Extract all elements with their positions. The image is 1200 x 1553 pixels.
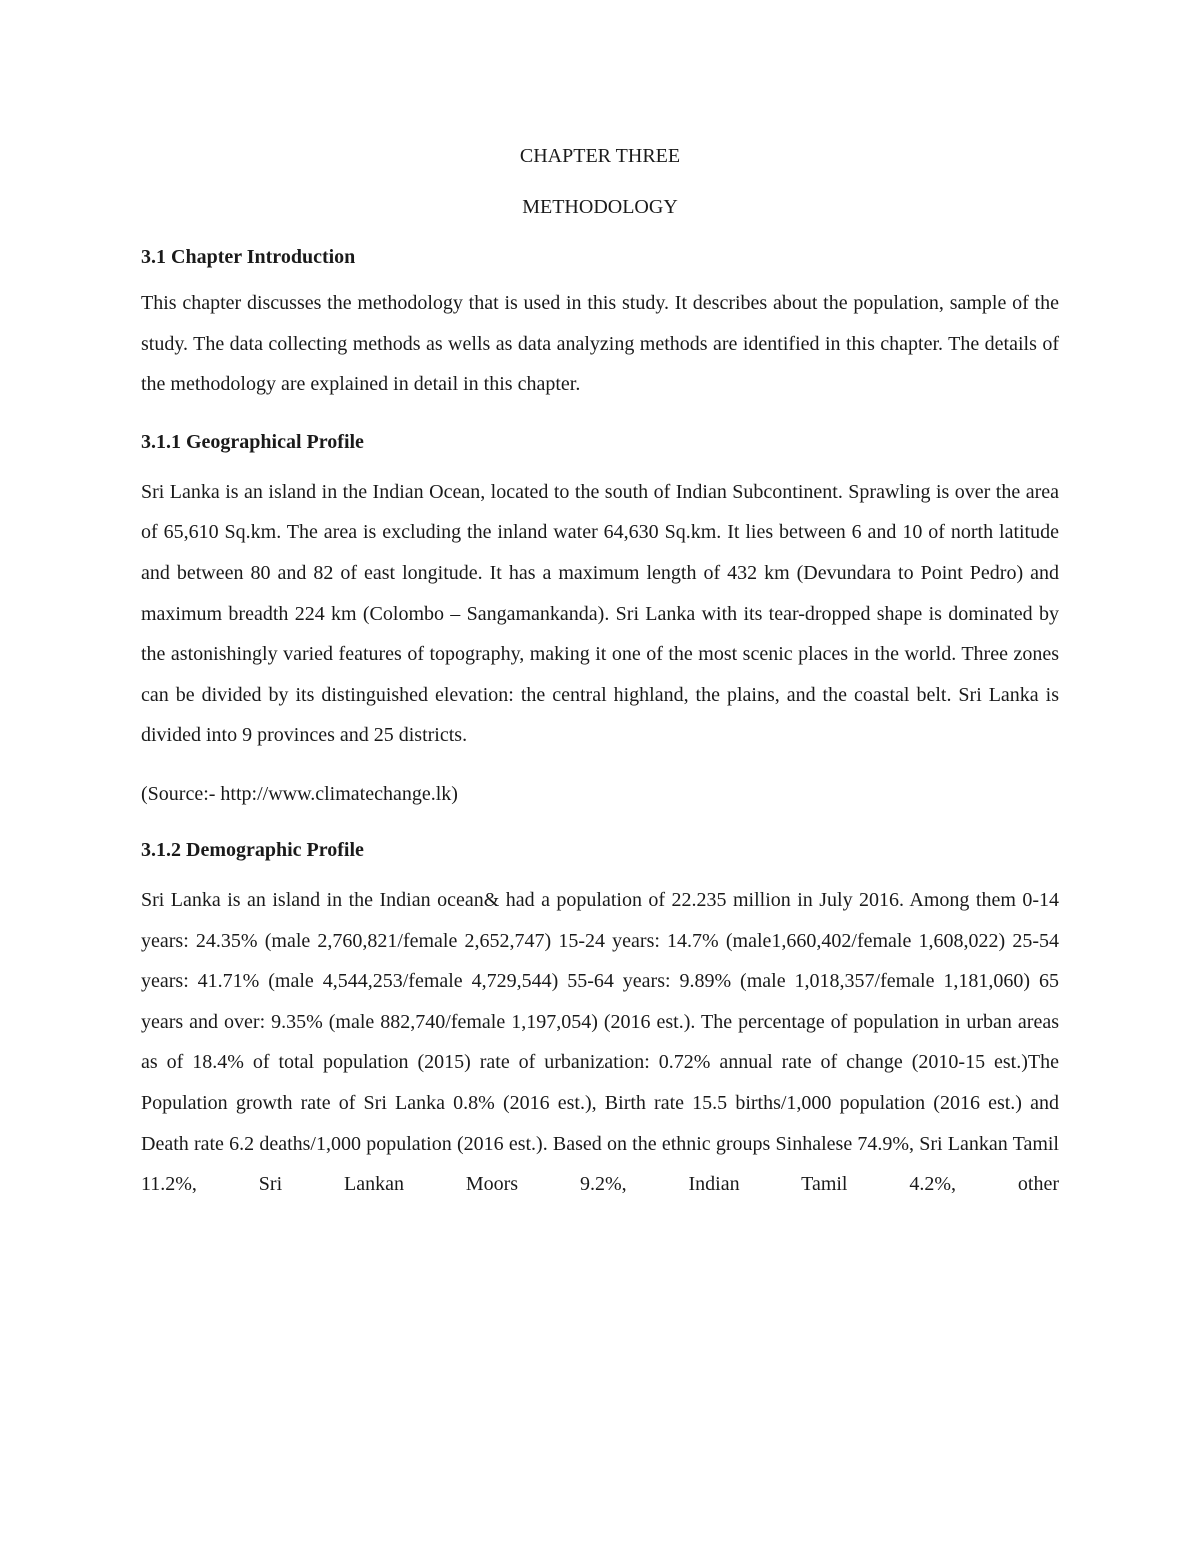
section-body-demographic-profile: Sri Lanka is an island in the Indian ocean& had a population of 22.235 million in July 2016. Among them 0-14 years: 24.35% (male 2,760,821/female 2,652,747) 15-24 years: 14.7% (male1,660,402/female 1,608,022) 25-54 years: 41.71% (male 4,544,253/female 4,729,544) 55-64 years: 9.89% (male 1,018,357/female 1,181,060) 65 years and over: 9.35% (male 882,740/female 1,197,054) (2016 est.). The percentage of population in urban areas as of 18.4% of total population (2015) rate of urbanization: 0.72% annual rate of change (2010-15 est.)The Population growth rate of Sri Lanka 0.8% (2016 est.), Birth rate 15.5 births/1,000 population (2016 est.) and Death rate 6.2 deaths/1,000 population (2016 est.). Based on the ethnic groups Sinhalese 74.9%, Sri Lankan Tamil 11.2%, Sri Lankan Moors 9.2%, Indian Tamil 4.2%, other — [141, 888, 1059, 1196]
section-heading-introduction: 3.1 Chapter Introduction — [141, 246, 356, 268]
document-page — [141, 140, 1059, 1205]
chapter-subtitle: METHODOLOGY — [522, 196, 678, 218]
section-heading-geographical-profile: 3.1.1 Geographical Profile — [141, 430, 364, 453]
source-citation: (Source:- http://www.climatechange.lk) — [141, 782, 458, 805]
section-heading-demographic-profile: 3.1.2 Demographic Profile — [141, 838, 364, 861]
chapter-title: CHAPTER THREE — [519, 145, 681, 167]
section-body-introduction: This chapter discusses the methodology that is used in this study. It describes about the population, sample of the study. The data collecting methods as wells as data analyzing methods are identified in this chapter. The details of the methodology are explained in detail in this chapter. — [141, 292, 1059, 396]
section-body-geographical-profile: Sri Lanka is an island in the Indian Ocean, located to the south of Indian Subcontinent. Sprawling is over the area of 65,610 Sq.km. The area is excluding the inland water 64,630 Sq.km. It lies between 6 and 10 of north latitude and between 80 and 82 of east longitude. It has a maximum length of 432 km (Devundara to Point Pedro) and maximum breadth 224 km (Colombo – Sangamankanda). Sri Lanka with its tear-dropped shape is dominated by the astonishingly varied features of topography, making it one of the most scenic places in the world. Three zones can be divided by its distinguished elevation: the central highland, the plains, and the coastal belt. Sri Lanka is divided into 9 provinces and 25 districts. — [141, 480, 1059, 747]
